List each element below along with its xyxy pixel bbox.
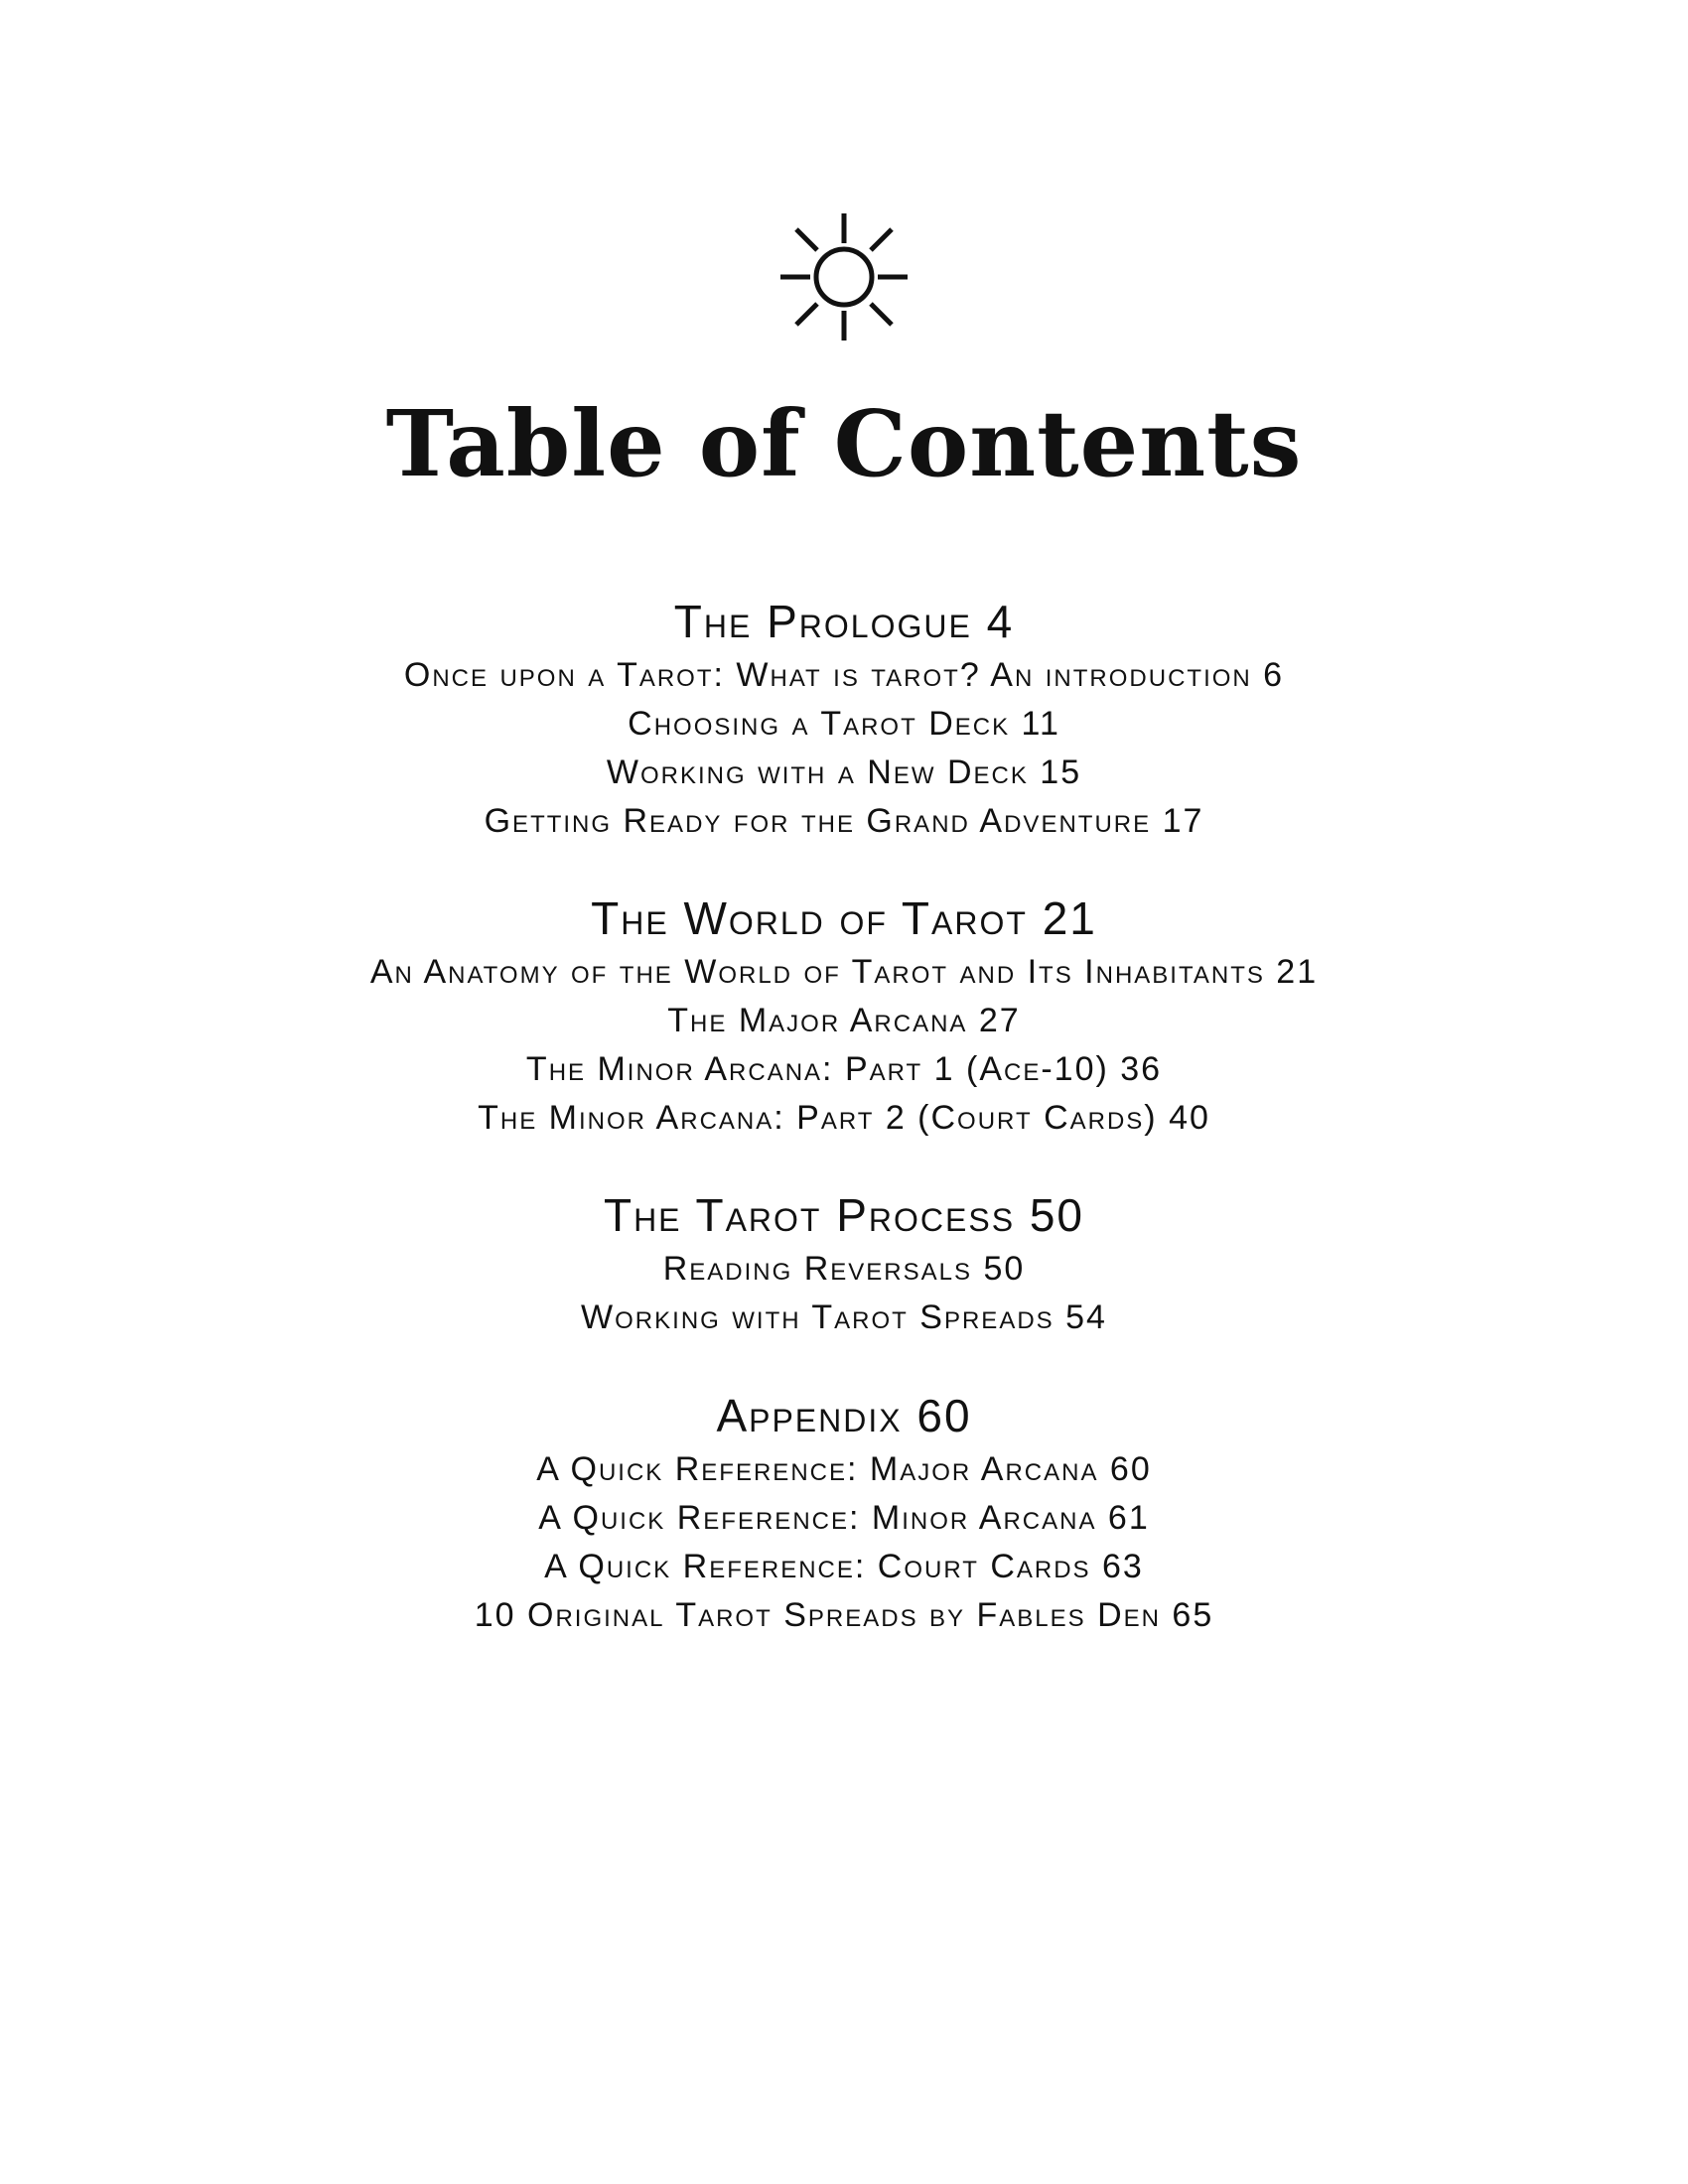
toc-entry[interactable]: The Minor Arcana: Part 1 (Ace-10) 36 xyxy=(525,1050,1163,1088)
toc-section-heading[interactable]: The Prologue 4 xyxy=(673,596,1015,647)
toc-entry[interactable]: A Quick Reference: Court Cards 63 xyxy=(544,1548,1144,1585)
toc-entry[interactable]: Reading Reversals 50 xyxy=(662,1250,1026,1288)
toc-entry[interactable]: A Quick Reference: Major Arcana 60 xyxy=(536,1450,1152,1488)
toc-entry[interactable]: An Anatomy of the World of Tarot and Its Inhabitants 21 xyxy=(369,953,1319,991)
toc-entry[interactable]: 10 Original Tarot Spreads by Fables Den 65 xyxy=(474,1596,1214,1634)
toc-entry[interactable]: Choosing a Tarot Deck 11 xyxy=(628,705,1060,743)
toc-section-tarot-process xyxy=(0,1185,1688,1342)
toc-section-world-of-tarot xyxy=(0,888,1688,1143)
toc-entry[interactable]: Once upon a Tarot: What is tarot? An introduction 6 xyxy=(403,656,1285,694)
toc-section-prologue xyxy=(0,592,1688,846)
toc-entry[interactable]: A Quick Reference: Minor Arcana 61 xyxy=(538,1499,1150,1537)
sun-icon xyxy=(780,213,908,341)
toc-section-heading[interactable]: Appendix 60 xyxy=(716,1390,972,1441)
toc-entry[interactable]: Working with a New Deck 15 xyxy=(606,753,1082,791)
toc-section-appendix xyxy=(0,1386,1688,1640)
toc-entry[interactable]: Working with Tarot Spreads 54 xyxy=(581,1298,1107,1336)
toc-entry[interactable]: Getting Ready for the Grand Adventure 17 xyxy=(484,802,1204,840)
toc-entry[interactable]: The Major Arcana 27 xyxy=(667,1002,1021,1039)
toc-section-heading[interactable]: The Tarot Process 50 xyxy=(603,1189,1085,1241)
page-title: Table of Contents xyxy=(385,390,1303,497)
toc-entry[interactable]: The Minor Arcana: Part 2 (Court Cards) 40 xyxy=(478,1099,1210,1137)
toc-section-heading[interactable]: The World of Tarot 21 xyxy=(591,892,1097,944)
